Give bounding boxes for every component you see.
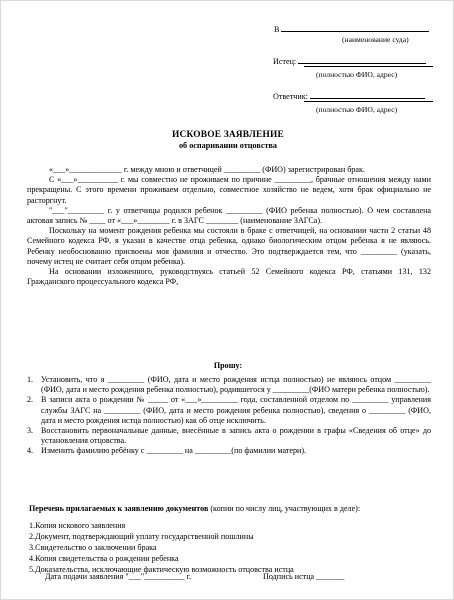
request-text: Изменить фамилию ребёнку с _________ на _________(по фамилии матери).: [41, 446, 307, 456]
defendant-field: [310, 90, 425, 99]
documents-heading-rest: (копии по числу лиц, участвующих в деле):: [208, 504, 361, 513]
defendant-caption: (полностью ФИО, адрес): [316, 105, 398, 114]
request-item: [27, 395, 431, 426]
documents-heading: [29, 504, 433, 514]
request-number: 4.: [27, 446, 34, 456]
document-item: 3.Свидетельство о заключении брака: [29, 542, 157, 552]
defendant-label: Ответчик:: [273, 92, 308, 101]
paragraph-separation: С «___»__________ г. мы совместно не проживаем по причине _________, брачные отношения между нами прекращены. С этого времени проживаем отдельно, совместное хозяйство не ведем, хотя брак официально не расторгнут.: [27, 175, 431, 205]
court-prefix: В: [274, 25, 280, 34]
plaintiff-signature: Подпись истца _______: [263, 572, 345, 581]
plaintiff-extra-line: [304, 65, 433, 67]
plaintiff-caption: (полностью ФИО, адрес): [316, 70, 398, 79]
request-item: [27, 375, 431, 395]
requests-heading: Прошу:: [213, 361, 243, 370]
request-text: Установить, что я _________ (ФИО, дата и место рождения истца полностью) не являюсь отцом _________ (ФИО, дата и место рождения ребенка полностью), родившегося у _________(ФИО матери ребенка полностью).: [41, 375, 431, 395]
request-item: [27, 446, 431, 456]
request-number: 1.: [27, 375, 34, 384]
paragraph-legal-basis: На основании изложенного, руководствуясь статьей 52 Семейного кодекса РФ, статьями 131, 132 Гражданского процессуального кодекса РФ,: [27, 266, 431, 287]
requests-list: [27, 375, 431, 457]
paragraph-birth: "___"_________ г. у ответчицы родился ребенок _________ (ФИО ребенка полностью). О чем составлена актовая запись № ____ от «___»________ г. в ЗАГС ________ (наименование ЗАГСа).: [27, 205, 431, 225]
documents-list: [29, 521, 433, 576]
document-subtitle: об оспаривании отцовства: [178, 141, 278, 150]
document-item: 5.Доказательства, исключающие фактическую возможность отцовства истца: [29, 564, 294, 574]
court-line: [274, 23, 434, 35]
document-item: 2.Документ, подтверждающий уплату государственной пошлины: [29, 531, 254, 541]
statement-body: [27, 165, 431, 287]
defendant-extra-line: [304, 100, 433, 102]
request-item: [27, 426, 431, 446]
paragraph-marriage: «___»_____________ г. между мною и ответчицей _________ (ФИО) зарегистрирован брак.: [49, 165, 365, 174]
document-title: ИСКОВОЕ ЗАЯВЛЕНИЕ: [172, 130, 284, 140]
paragraph-grounds: Поскольку на момент рождения ребенка мы состояли в браке с ответчицей, на основании части 2 статьи 48 Семейного кодекса РФ, я указан в качестве отца ребенка, однако биологическим отцом ребенка я не являюсь. Ребенку необоснованно присвоены моя фамилия и отчество. Это подтверждается тем, что _________ (указать, почему истец не считает себя отцом ребенка).: [27, 226, 431, 266]
document-item: 4.Копия свидетельства о рождении ребенка: [29, 553, 179, 563]
plaintiff-label: Истец:: [273, 57, 297, 66]
document-item: 1.Копия искового заявления: [29, 521, 126, 530]
request-text: Восстановить первоначальные данные, внесённые в запись акта о рождении в графы «Сведения об отце» до установления отцовства.: [41, 425, 431, 446]
request-number: 3.: [27, 425, 34, 435]
submission-date: Дата подачи заявления "___"__________ г.: [45, 572, 192, 581]
request-text: В записи акта о рождении № _____ от «___»_________ года, составленной отделом по _________ управления службы ЗАГС на _________ (ФИО, дата и место рождения ребенка полностью), сведения о _________ (ФИО, дата и место рождения истца полностью) как об отце исключить.: [41, 395, 431, 425]
documents-heading-bold: Перечень прилагаемых к заявлению документов: [29, 504, 209, 513]
plaintiff-field: [298, 55, 426, 64]
court-caption: (наименование суда): [342, 35, 409, 44]
request-number: 2.: [27, 395, 34, 405]
court-field: [281, 23, 429, 32]
